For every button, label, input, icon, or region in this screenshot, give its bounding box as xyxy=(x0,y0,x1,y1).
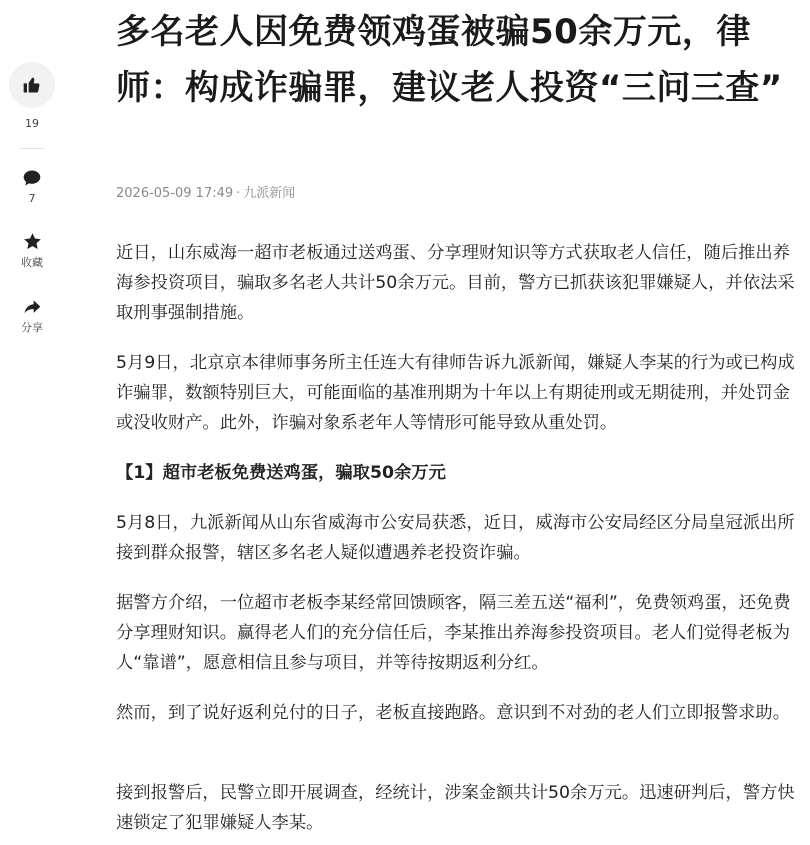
comment-button[interactable] xyxy=(0,168,64,205)
paragraph-5: 然而，到了说好返利兑付的日子，老板直接跑路。意识到不对劲的老人们立即报警求助。 xyxy=(116,703,790,723)
paragraph-6: 接到报警后，民警立即开展调查，经统计，涉案金额共计50余万元。迅速研判后，警方快速锁定了犯罪嫌疑人李某。 xyxy=(116,783,795,833)
publish-datetime: 2026-05-09 17:49 xyxy=(116,186,234,201)
sidebar-divider xyxy=(20,148,44,149)
star-icon xyxy=(22,231,43,252)
like-icon-circle[interactable] xyxy=(9,62,55,108)
paragraph-1: 近日，山东威海一超市老板通过送鸡蛋、分享理财知识等方式获取老人信任，随后推出养海参投资项目，骗取多名老人共计50余万元。目前，警方已抓获该犯罪嫌疑人，并依法采取刑事强制措施。 xyxy=(116,243,795,323)
paragraph-4: 据警方介绍，一位超市老板李某经常回馈顾客，隔三差五送“福利”，免费领鸡蛋，还免费分享理财知识。赢得老人们的充分信任后，李某推出养海参投资项目。老人们觉得老板为人“靠谱”，愿意相信且参与项目，并等待按期返利分红。 xyxy=(116,593,791,673)
paragraph-3: 5月8日，九派新闻从山东省威海市公安局获悉，近日，威海市公安局经区分局皇冠派出所接到群众报警，辖区多名老人疑似遭遇养老投资诈骗。 xyxy=(116,513,795,563)
article-title: 多名老人因免费领鸡蛋被骗50余万元，律师：构成诈骗罪，建议老人投资“三问三查” xyxy=(116,12,783,108)
like-button[interactable] xyxy=(0,62,64,130)
like-count: 19 xyxy=(25,117,39,130)
share-button[interactable] xyxy=(0,297,64,334)
article-meta xyxy=(116,185,295,203)
favorite-button[interactable] xyxy=(0,231,64,269)
article-source: 九派新闻 xyxy=(243,186,296,201)
comment-count: 7 xyxy=(28,192,36,205)
comment-icon xyxy=(22,168,42,188)
meta-separator: · xyxy=(236,186,241,201)
share-label: 分享 xyxy=(21,321,43,334)
share-arrow-icon xyxy=(22,297,42,317)
favorite-label: 收藏 xyxy=(21,256,43,269)
paragraph-2: 5月9日，北京京本律师事务所主任连大有律师告诉九派新闻，嫌疑人李某的行为或已构成诈骗罪，数额特别巨大，可能面临的基准刑期为十年以上有期徒刑或无期徒刑，并处罚金或没收财产。此外，诈骗对象系老年人等情形可能导致从重处罚。 xyxy=(116,353,795,433)
section-heading: 【1】超市老板免费送鸡蛋，骗取50余万元 xyxy=(116,463,446,483)
thumbs-up-icon xyxy=(22,75,42,95)
